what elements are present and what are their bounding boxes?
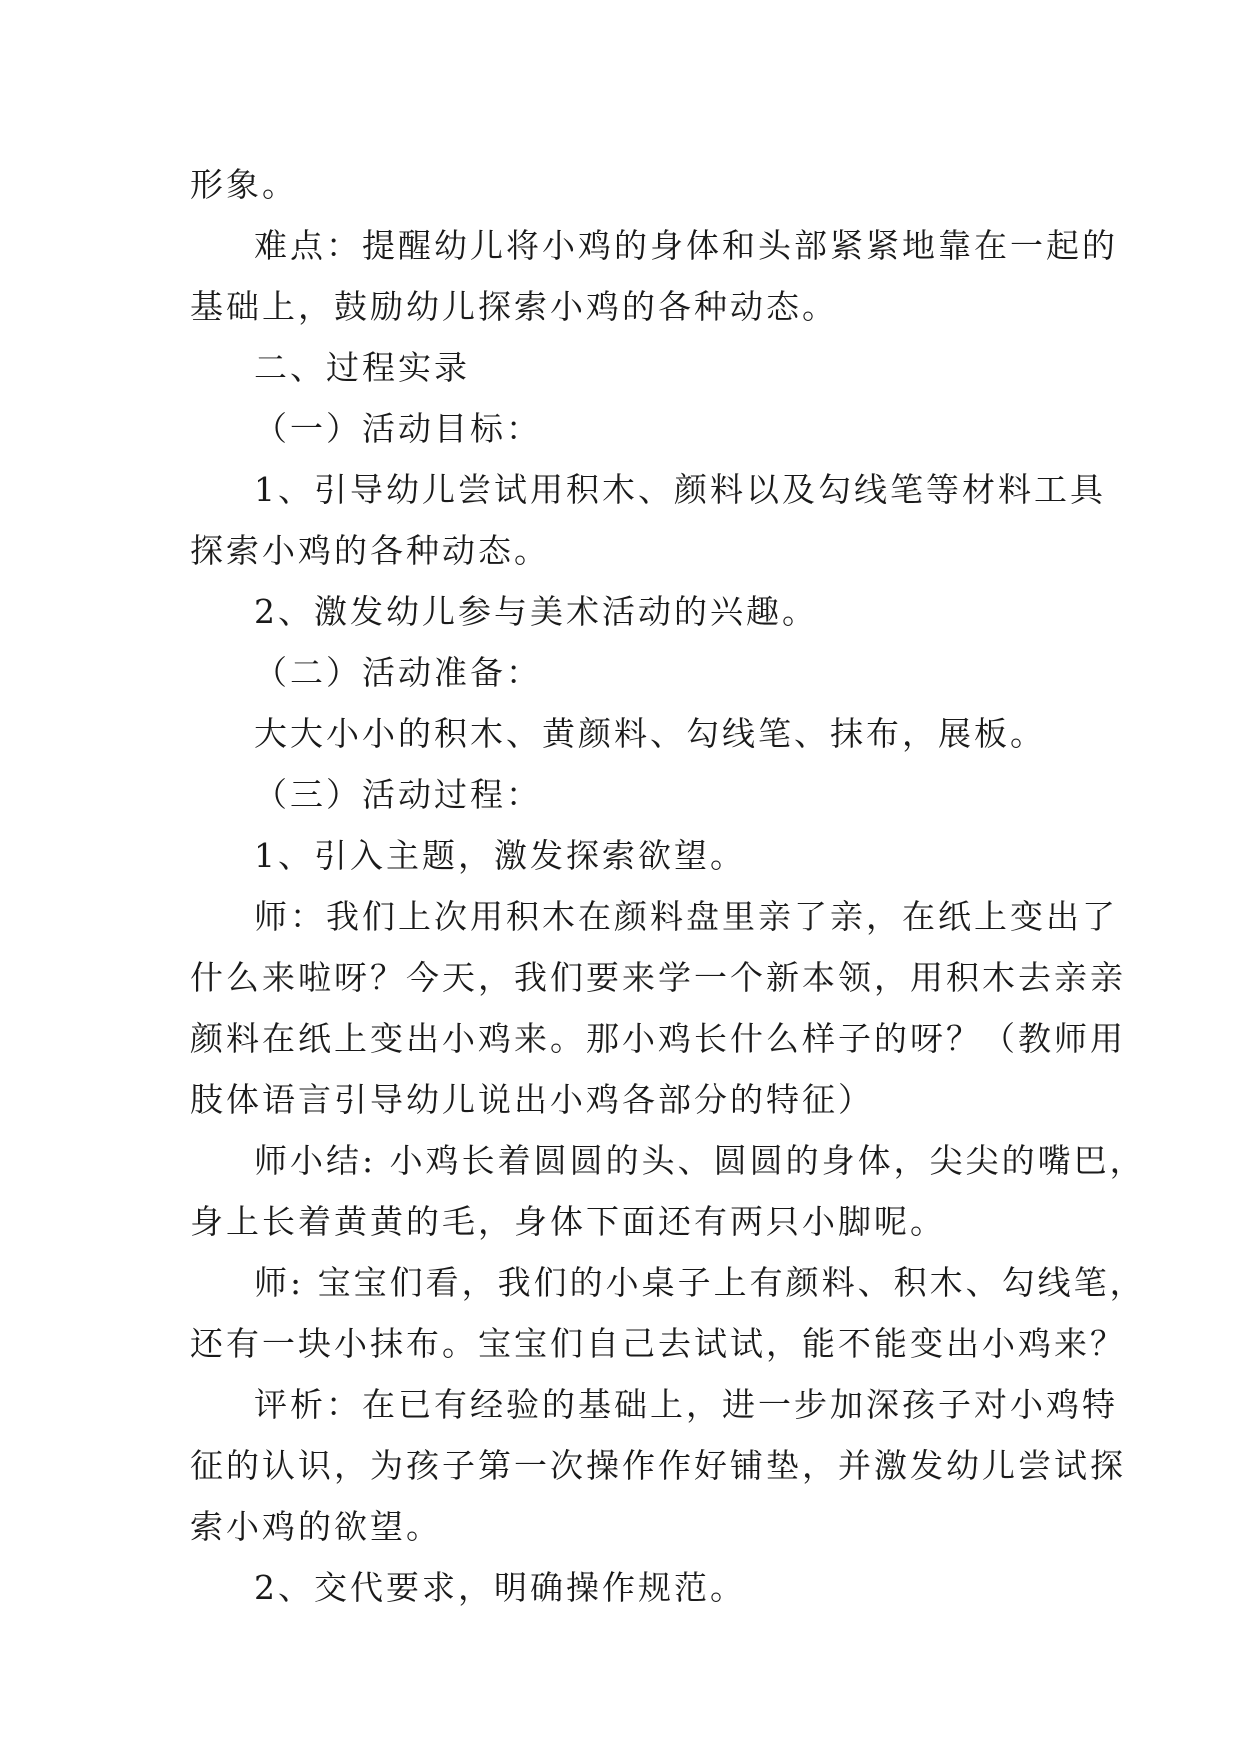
- body-line: 1、引导幼儿尝试用积木、颜料以及勾线笔等材料工具: [254, 470, 1106, 509]
- body-line: 形象。: [190, 165, 298, 204]
- subsection-heading: （二）活动准备：: [254, 653, 542, 692]
- body-line: 1、引入主题，激发探索欲望。: [254, 836, 746, 875]
- body-line: 师: 宝宝们看，我们的小桌子上有颜料、积木、勾线笔，: [254, 1263, 1146, 1302]
- body-line: 师：我们上次用积木在颜料盘里亲了亲，在纸上变出了: [254, 897, 1118, 936]
- body-line: 颜料在纸上变出小鸡来。那小鸡长什么样子的呀？（教师用: [190, 1019, 1126, 1058]
- body-line: 肢体语言引导幼儿说出小鸡各部分的特征）: [190, 1080, 874, 1119]
- body-line: 基础上，鼓励幼儿探索小鸡的各种动态。: [190, 287, 838, 326]
- body-line: 征的认识，为孩子第一次操作作好铺垫，并激发幼儿尝试探: [190, 1446, 1126, 1485]
- subsection-heading: （一）活动目标：: [254, 409, 542, 448]
- body-line: 身上长着黄黄的毛，身体下面还有两只小脚呢。: [190, 1202, 946, 1241]
- body-line: 还有一块小抹布。宝宝们自己去试试，能不能变出小鸡来？: [190, 1324, 1126, 1363]
- body-line: 索小鸡的欲望。: [190, 1507, 442, 1546]
- body-line: 大大小小的积木、黄颜料、勾线笔、抹布，展板。: [254, 714, 1046, 753]
- body-line: 探索小鸡的各种动态。: [190, 531, 550, 570]
- body-line: 2、激发幼儿参与美术活动的兴趣。: [254, 592, 818, 631]
- body-line: 评析：在已有经验的基础上，进一步加深孩子对小鸡特: [254, 1385, 1118, 1424]
- body-line: 师小结: 小鸡长着圆圆的头、圆圆的身体，尖尖的嘴巴，: [254, 1141, 1146, 1180]
- document-body: [190, 154, 1146, 1618]
- subsection-heading: （三）活动过程：: [254, 775, 542, 814]
- body-line: 难点：提醒幼儿将小鸡的身体和头部紧紧地靠在一起的: [254, 226, 1118, 265]
- body-line: 2、交代要求，明确操作规范。: [254, 1568, 746, 1607]
- body-line: 什么来啦呀？今天，我们要来学一个新本领，用积木去亲亲: [190, 958, 1126, 997]
- section-heading: 二、过程实录: [254, 348, 470, 387]
